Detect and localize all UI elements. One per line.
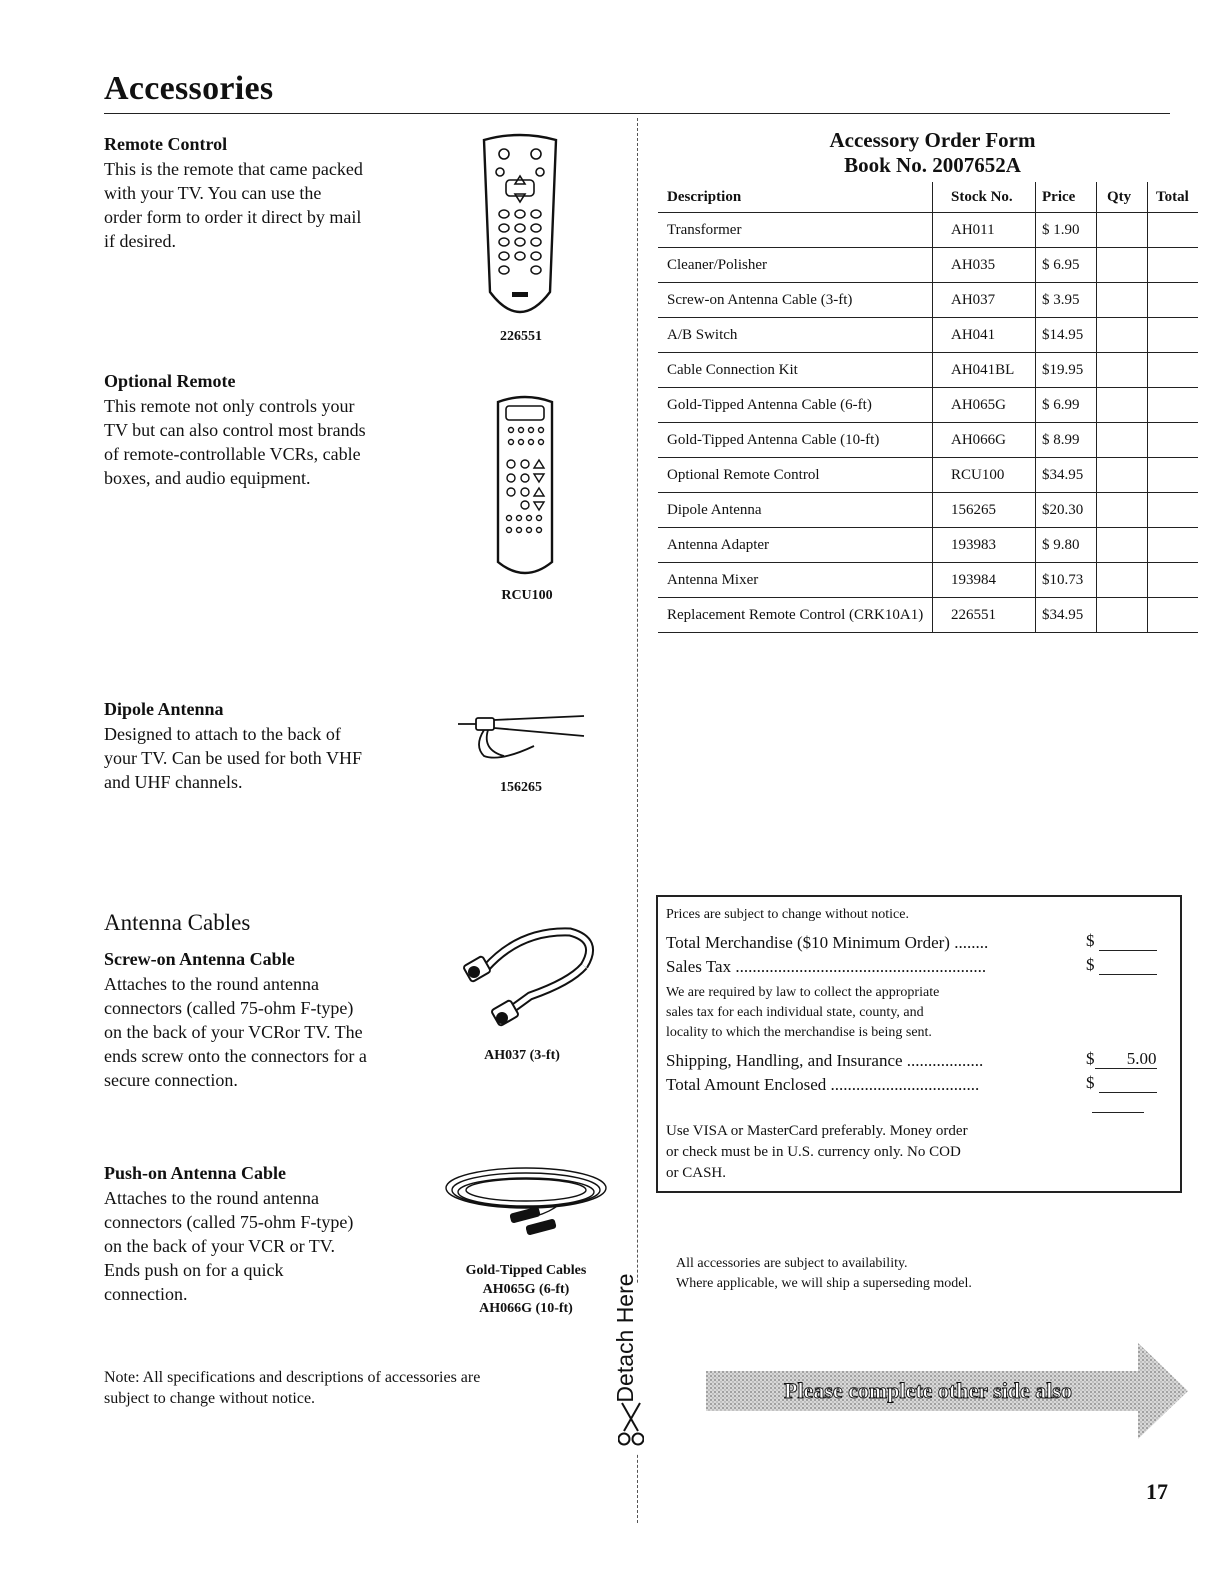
total-enclosed-label: Total Amount Enclosed ................................... xyxy=(666,1075,980,1094)
item-description: Screw-on Antenna Cable (3-ft) xyxy=(658,283,933,318)
remote-heading: Remote Control xyxy=(104,134,228,154)
text-line: ends screw onto the connectors for a xyxy=(104,1046,367,1066)
item-description: Cable Connection Kit xyxy=(658,353,933,388)
dipole-heading: Dipole Antenna xyxy=(104,699,224,719)
item-description: Gold-Tipped Antenna Cable (10-ft) xyxy=(658,423,933,458)
text-line: secure connection. xyxy=(104,1070,238,1090)
item-total-field[interactable] xyxy=(1148,423,1199,458)
table-row xyxy=(658,248,1198,283)
table-row xyxy=(658,423,1198,458)
item-price: $19.95 xyxy=(1036,353,1097,388)
item-qty-field[interactable] xyxy=(1097,598,1148,633)
item-qty-field[interactable] xyxy=(1097,353,1148,388)
item-price: $ 6.99 xyxy=(1036,388,1097,423)
detach-marker xyxy=(610,1273,650,1453)
text-line: TV but can also control most brands xyxy=(104,420,366,440)
order-form-title-line: Accessory Order Form xyxy=(829,128,1036,152)
table-row xyxy=(658,598,1198,633)
item-description: Antenna Adapter xyxy=(658,528,933,563)
dipole-antenna-icon xyxy=(454,706,590,768)
item-qty-field[interactable] xyxy=(1097,318,1148,353)
item-total-field[interactable] xyxy=(1148,458,1199,493)
item-total-field[interactable] xyxy=(1148,563,1199,598)
col-qty: Qty xyxy=(1097,182,1148,213)
item-stock-number: AH035 xyxy=(933,248,1036,283)
push-on-heading: Push-on Antenna Cable xyxy=(104,1163,287,1183)
item-description: Optional Remote Control xyxy=(658,458,933,493)
item-price: $34.95 xyxy=(1036,458,1097,493)
table-row xyxy=(658,318,1198,353)
item-qty-field[interactable] xyxy=(1097,493,1148,528)
item-price: $10.73 xyxy=(1036,563,1097,598)
payment-line: or check must be in U.S. currency only. No COD xyxy=(666,1144,961,1160)
tax-note-line: locality to which the merchandise is being sent. xyxy=(666,1025,932,1040)
item-price: $ 1.90 xyxy=(1036,213,1097,248)
item-price: $ 6.95 xyxy=(1036,248,1097,283)
push-on-cable-icon xyxy=(440,1160,610,1250)
item-qty-field[interactable] xyxy=(1097,563,1148,598)
total-enclosed-blank[interactable] xyxy=(1099,1073,1157,1093)
text-line: order form to order it direct by mail xyxy=(104,207,362,227)
sales-tax-blank[interactable] xyxy=(1099,955,1157,975)
col-stock: Stock No. xyxy=(933,182,1036,213)
totals-box xyxy=(656,895,1182,1193)
item-total-field[interactable] xyxy=(1148,248,1199,283)
text-line: connectors (called 75-ohm F-type) xyxy=(104,998,354,1018)
optional-remote-caption: RCU100 xyxy=(501,588,553,603)
note-line: Note: All specifications and descriptions of accessories are xyxy=(104,1369,481,1386)
item-price: $20.30 xyxy=(1036,493,1097,528)
item-stock-number: AH041BL xyxy=(933,353,1036,388)
item-stock-number: AH037 xyxy=(933,283,1036,318)
item-stock-number: AH066G xyxy=(933,423,1036,458)
item-price: $34.95 xyxy=(1036,598,1097,633)
remote-description xyxy=(104,157,434,253)
tax-note-line: We are required by law to collect the appropriate xyxy=(666,985,940,1000)
item-total-field[interactable] xyxy=(1148,598,1199,633)
item-description: Antenna Mixer xyxy=(658,563,933,598)
table-row xyxy=(658,353,1198,388)
item-total-field[interactable] xyxy=(1148,528,1199,563)
item-price: $ 9.80 xyxy=(1036,528,1097,563)
table-row xyxy=(658,528,1198,563)
shipping-field xyxy=(1086,1049,1157,1069)
item-price: $ 3.95 xyxy=(1036,283,1097,318)
scissors-icon xyxy=(618,1401,644,1449)
order-form-title xyxy=(760,128,1105,178)
availability-note xyxy=(676,1254,972,1294)
shipping-value: 5.00 xyxy=(1095,1049,1157,1069)
arrow-banner-text: Please complete other side also xyxy=(784,1378,1072,1403)
item-total-field[interactable] xyxy=(1148,213,1199,248)
order-table-header xyxy=(658,182,1198,213)
total-merchandise-field[interactable] xyxy=(1086,931,1157,951)
item-description: Cleaner/Polisher xyxy=(658,248,933,283)
text-line: Attaches to the round antenna xyxy=(104,1188,319,1208)
optional-remote-heading: Optional Remote xyxy=(104,371,236,391)
text-line: This is the remote that came packed xyxy=(104,159,363,179)
text-line: connection. xyxy=(104,1284,188,1304)
item-description: Dipole Antenna xyxy=(658,493,933,528)
item-description: Transformer xyxy=(658,213,933,248)
item-stock-number: AH011 xyxy=(933,213,1036,248)
item-stock-number: AH041 xyxy=(933,318,1036,353)
shipping-label: Shipping, Handling, and Insurance .................. xyxy=(666,1051,984,1070)
col-total: Total xyxy=(1148,182,1199,213)
table-row xyxy=(658,213,1198,248)
text-line: of remote-controllable VCRs, cable xyxy=(104,444,361,464)
caption-line: AH066G (10-ft) xyxy=(479,1301,573,1316)
text-line: This remote not only controls your xyxy=(104,396,355,416)
dipole-description xyxy=(104,722,434,794)
text-line: Attaches to the round antenna xyxy=(104,974,319,994)
text-line: and UHF channels. xyxy=(104,772,243,792)
text-line: Designed to attach to the back of xyxy=(104,724,341,744)
text-line: on the back of your VCRor TV. The xyxy=(104,1022,363,1042)
item-stock-number: AH065G xyxy=(933,388,1036,423)
currency-sign: $ xyxy=(1086,931,1095,950)
text-line: boxes, and audio equipment. xyxy=(104,468,311,488)
caption-line: AH065G (6-ft) xyxy=(482,1282,570,1297)
item-qty-field[interactable] xyxy=(1097,388,1148,423)
table-row xyxy=(658,283,1198,318)
item-stock-number: 226551 xyxy=(933,598,1036,633)
arrow-banner xyxy=(706,1343,1190,1439)
item-total-field[interactable] xyxy=(1148,318,1199,353)
screw-on-description xyxy=(104,972,434,1092)
item-qty-field[interactable] xyxy=(1097,283,1148,318)
sales-tax-field[interactable] xyxy=(1086,955,1157,975)
item-qty-field[interactable] xyxy=(1097,213,1148,248)
text-line: on the back of your VCR or TV. xyxy=(104,1236,335,1256)
screw-on-cable-icon xyxy=(460,920,600,1036)
availability-line: Where applicable, we will ship a superseding model. xyxy=(676,1276,972,1291)
col-price: Price xyxy=(1036,182,1097,213)
currency-sign: $ xyxy=(1086,1073,1095,1092)
currency-sign: $ xyxy=(1086,1049,1095,1068)
price-notice: Prices are subject to change without notice. xyxy=(666,907,909,922)
item-total-field[interactable] xyxy=(1148,353,1199,388)
title-rule xyxy=(104,113,1170,114)
antenna-cables-heading: Antenna Cables xyxy=(104,910,251,935)
order-table xyxy=(658,182,1198,633)
item-stock-number: RCU100 xyxy=(933,458,1036,493)
sum-rule xyxy=(1092,1112,1144,1113)
remote-caption: 226551 xyxy=(500,329,542,344)
push-on-description xyxy=(104,1186,434,1306)
item-description: Replacement Remote Control (CRK10A1) xyxy=(658,598,933,633)
item-stock-number: 156265 xyxy=(933,493,1036,528)
item-qty-field[interactable] xyxy=(1097,528,1148,563)
page-number: 17 xyxy=(1146,1479,1168,1504)
push-on-caption xyxy=(462,1261,590,1318)
screw-on-caption: AH037 (3-ft) xyxy=(484,1048,560,1063)
item-qty-field[interactable] xyxy=(1097,458,1148,493)
total-merchandise-blank[interactable] xyxy=(1099,931,1157,951)
table-row xyxy=(658,563,1198,598)
total-enclosed-field[interactable] xyxy=(1086,1073,1157,1093)
total-merchandise-label: Total Merchandise ($10 Minimum Order) ........ xyxy=(666,933,989,952)
universal-remote-icon xyxy=(494,392,556,580)
sales-tax-label: Sales Tax ........................................................... xyxy=(666,957,987,976)
col-description: Description xyxy=(658,182,933,213)
item-total-field[interactable] xyxy=(1148,283,1199,318)
table-row xyxy=(658,388,1198,423)
tax-note-line: sales tax for each individual state, county, and xyxy=(666,1005,924,1020)
item-total-field[interactable] xyxy=(1148,388,1199,423)
remote-control-icon xyxy=(478,132,562,322)
item-qty-field[interactable] xyxy=(1097,248,1148,283)
caption-line: Gold-Tipped Cables xyxy=(465,1263,587,1278)
item-price: $14.95 xyxy=(1036,318,1097,353)
table-row xyxy=(658,493,1198,528)
item-total-field[interactable] xyxy=(1148,493,1199,528)
table-row xyxy=(658,458,1198,493)
currency-sign: $ xyxy=(1086,955,1095,974)
dipole-caption: 156265 xyxy=(500,780,542,795)
payment-line: Use VISA or MasterCard preferably. Money order xyxy=(666,1123,968,1139)
note xyxy=(104,1367,480,1409)
detach-label: Detach Here xyxy=(612,1273,638,1403)
item-stock-number: 193984 xyxy=(933,563,1036,598)
text-line: with your TV. You can use the xyxy=(104,183,322,203)
payment-note xyxy=(666,1121,968,1184)
item-price: $ 8.99 xyxy=(1036,423,1097,458)
text-line: if desired. xyxy=(104,231,176,251)
note-line: subject to change without notice. xyxy=(104,1390,316,1407)
text-line: connectors (called 75-ohm F-type) xyxy=(104,1212,354,1232)
item-qty-field[interactable] xyxy=(1097,423,1148,458)
item-description: A/B Switch xyxy=(658,318,933,353)
text-line: Ends push on for a quick xyxy=(104,1260,284,1280)
text-line: your TV. Can be used for both VHF xyxy=(104,748,362,768)
tax-note xyxy=(666,983,939,1043)
page-title: Accessories xyxy=(104,70,274,107)
item-stock-number: 193983 xyxy=(933,528,1036,563)
screw-on-heading: Screw-on Antenna Cable xyxy=(104,949,295,969)
optional-remote-description xyxy=(104,394,434,490)
availability-line: All accessories are subject to availability. xyxy=(676,1256,908,1271)
payment-line: or CASH. xyxy=(666,1165,727,1181)
order-form-book-number: Book No. 2007652A xyxy=(844,153,1021,177)
item-description: Gold-Tipped Antenna Cable (6-ft) xyxy=(658,388,933,423)
